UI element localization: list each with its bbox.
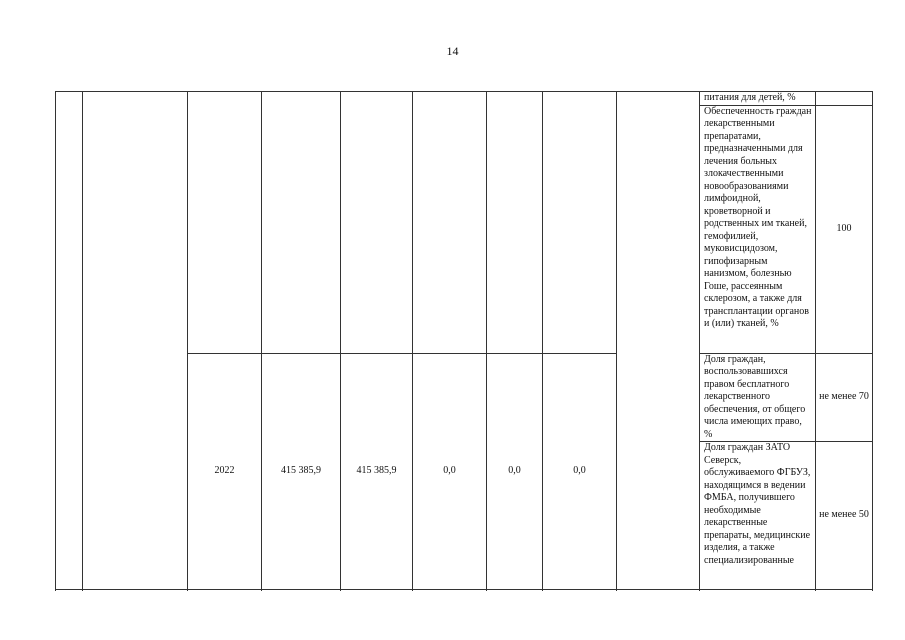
indicator-value: 100	[816, 105, 873, 353]
indicator-name: Доля граждан, воспользовавшихся правом бесплатного лекарственного обеспечения, от общего числа имеющих право, %	[700, 353, 816, 442]
indicator-value	[816, 92, 873, 106]
page-number: 14	[446, 44, 459, 58]
year-cell: 2022	[188, 353, 262, 590]
budget-cell: 0,0	[413, 353, 487, 590]
budget-cell-empty	[487, 92, 543, 354]
indicator-value: не менее 70	[816, 353, 873, 442]
total-cell: 415 385,9	[262, 353, 341, 590]
budget-cell-empty	[341, 92, 413, 354]
budget-cell-empty	[413, 92, 487, 354]
indicator-name: Обеспеченность граждан лекарственными препаратами, предназначенными для лечения больных злокачественными новообразованиями лимфоидной, кроветворной и родственных им тканей, гемофилией, муковисцидозом, гипофизарным нанизмом, болезнью Гоше, рассеянным склерозом, а также для трансплантации органов и (или) тканей, %	[700, 105, 816, 353]
table-row	[56, 92, 873, 106]
budget-cell: 0,0	[487, 353, 543, 590]
measure-name-cell	[83, 92, 188, 590]
year-cell-empty	[188, 92, 262, 354]
budget-table	[55, 91, 873, 590]
indicator-name: Доля граждан ЗАТО Северск, обслуживаемого ФГБУЗ, находящимся в ведении ФМБА, получившего необходимые лекарственные препараты, медицинские изделия, а также специализированные	[700, 442, 816, 590]
number-cell	[56, 92, 83, 590]
total-cell-empty	[262, 92, 341, 354]
indicator-name: питания для детей, %	[700, 92, 816, 106]
budget-cell-empty	[543, 92, 617, 354]
indicator-value: не менее 50	[816, 442, 873, 590]
budget-cell: 0,0	[543, 353, 617, 590]
budget-cell: 415 385,9	[341, 353, 413, 590]
executor-cell	[617, 92, 700, 590]
